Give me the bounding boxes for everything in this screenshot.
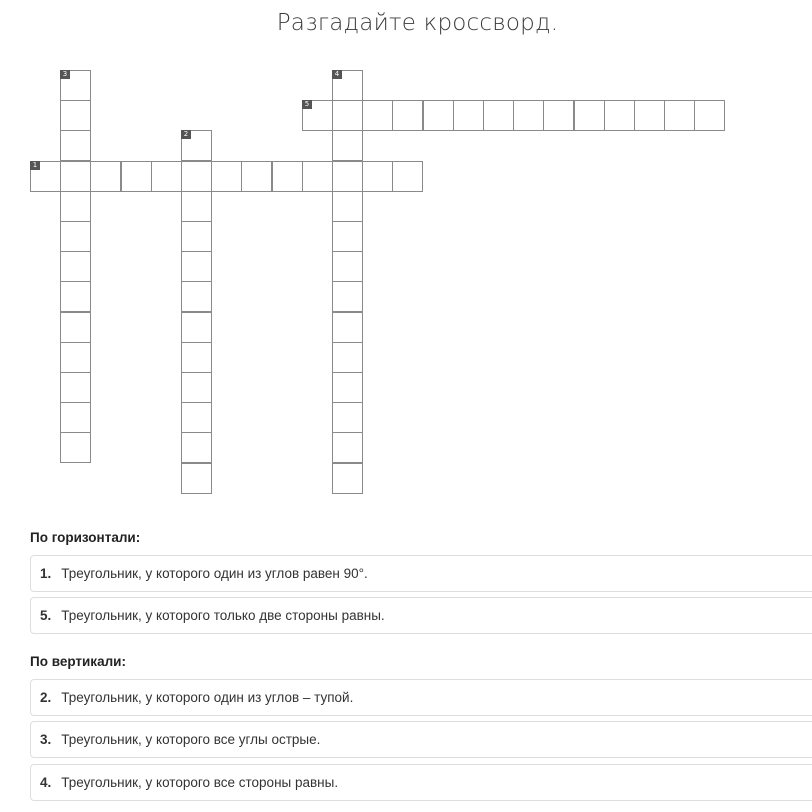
crossword-cell[interactable] xyxy=(30,161,61,192)
crossword-cell[interactable] xyxy=(90,161,121,192)
clue-number: 3. xyxy=(40,732,52,747)
clue-text: Треугольник, у которого все стороны равны. xyxy=(61,775,339,790)
crossword-cell[interactable] xyxy=(332,100,363,131)
crossword-cell[interactable] xyxy=(241,161,272,192)
crossword-cell[interactable] xyxy=(181,432,212,463)
crossword-cell[interactable] xyxy=(332,372,363,403)
crossword-cell[interactable] xyxy=(483,100,514,131)
crossword-cell[interactable] xyxy=(60,130,91,161)
clue-number: 1. xyxy=(40,566,52,581)
crossword-cell[interactable] xyxy=(664,100,695,131)
crossword-cell[interactable] xyxy=(604,100,635,131)
crossword-cell[interactable] xyxy=(332,251,363,282)
crossword-cell[interactable] xyxy=(423,100,454,131)
crossword-cell[interactable] xyxy=(60,281,91,312)
crossword-cell[interactable] xyxy=(272,161,303,192)
crossword-cell[interactable] xyxy=(181,251,212,282)
clue-down-4[interactable] xyxy=(30,764,812,801)
crossword-cell[interactable] xyxy=(332,221,363,252)
crossword-cell[interactable] xyxy=(60,432,91,463)
crossword-cell[interactable] xyxy=(181,191,212,222)
crossword-cell[interactable] xyxy=(181,312,212,343)
crossword-cell[interactable] xyxy=(60,402,91,433)
page-title: Разгадайте кроссворд. xyxy=(276,10,559,36)
crossword-cell[interactable] xyxy=(332,402,363,433)
crossword-cell[interactable] xyxy=(60,191,91,222)
crossword-cell[interactable] xyxy=(181,342,212,373)
clue-number-label: 3 xyxy=(60,70,70,79)
clue-number-label: 2 xyxy=(181,130,191,139)
crossword-cell[interactable] xyxy=(60,100,91,131)
crossword-cell[interactable] xyxy=(181,372,212,403)
crossword-cell[interactable] xyxy=(332,432,363,463)
clue-text: Треугольник, у которого один из углов – тупой. xyxy=(61,690,354,705)
crossword-cell[interactable] xyxy=(513,100,544,131)
crossword-cell[interactable] xyxy=(332,342,363,373)
crossword-cell[interactable] xyxy=(453,100,484,131)
crossword-cell[interactable] xyxy=(332,70,363,101)
crossword-cell[interactable] xyxy=(332,191,363,222)
crossword-cell[interactable] xyxy=(60,372,91,403)
crossword-cell[interactable] xyxy=(211,161,242,192)
clue-down-3[interactable] xyxy=(30,721,812,758)
crossword-cell[interactable] xyxy=(543,100,574,131)
crossword-cell[interactable] xyxy=(332,130,363,161)
clue-text: Треугольник, у которого все углы острые. xyxy=(61,732,321,747)
crossword-cell[interactable] xyxy=(302,161,333,192)
crossword-cell[interactable] xyxy=(574,100,605,131)
clue-number: 2. xyxy=(40,690,52,705)
crossword-cell[interactable] xyxy=(392,161,423,192)
crossword-cell[interactable] xyxy=(181,161,212,192)
clue-number-label: 5 xyxy=(302,100,312,109)
clue-number: 4. xyxy=(40,775,52,790)
clue-across-5[interactable] xyxy=(30,597,812,634)
down-heading: По вертикали: xyxy=(30,654,126,669)
crossword-cell[interactable] xyxy=(332,161,363,192)
crossword-cell[interactable] xyxy=(332,281,363,312)
crossword-cell[interactable] xyxy=(181,463,212,494)
crossword-cell[interactable] xyxy=(362,161,393,192)
crossword-cell[interactable] xyxy=(302,100,333,131)
crossword-cell[interactable] xyxy=(634,100,665,131)
clue-number: 5. xyxy=(40,608,52,623)
clue-number-label: 1 xyxy=(30,161,40,170)
crossword-cell[interactable] xyxy=(60,70,91,101)
crossword-cell[interactable] xyxy=(121,161,152,192)
crossword-cell[interactable] xyxy=(60,312,91,343)
crossword-cell[interactable] xyxy=(694,100,725,131)
crossword-cell[interactable] xyxy=(181,281,212,312)
crossword-cell[interactable] xyxy=(60,161,91,192)
crossword-cell[interactable] xyxy=(181,130,212,161)
crossword-cell[interactable] xyxy=(332,463,363,494)
crossword-cell[interactable] xyxy=(60,221,91,252)
clue-across-1[interactable] xyxy=(30,555,812,592)
clue-down-2[interactable] xyxy=(30,679,812,716)
crossword-cell[interactable] xyxy=(332,312,363,343)
crossword-cell[interactable] xyxy=(60,251,91,282)
crossword-cell[interactable] xyxy=(181,402,212,433)
clue-text: Треугольник, у которого один из углов равен 90°. xyxy=(61,566,368,581)
crossword-cell[interactable] xyxy=(181,221,212,252)
clue-text: Треугольник, у которого только две стороны равны. xyxy=(61,608,385,623)
crossword-cell[interactable] xyxy=(392,100,423,131)
crossword-cell[interactable] xyxy=(362,100,393,131)
across-heading: По горизонтали: xyxy=(30,530,141,545)
crossword-cell[interactable] xyxy=(151,161,182,192)
clue-number-label: 4 xyxy=(332,70,342,79)
crossword-cell[interactable] xyxy=(60,342,91,373)
